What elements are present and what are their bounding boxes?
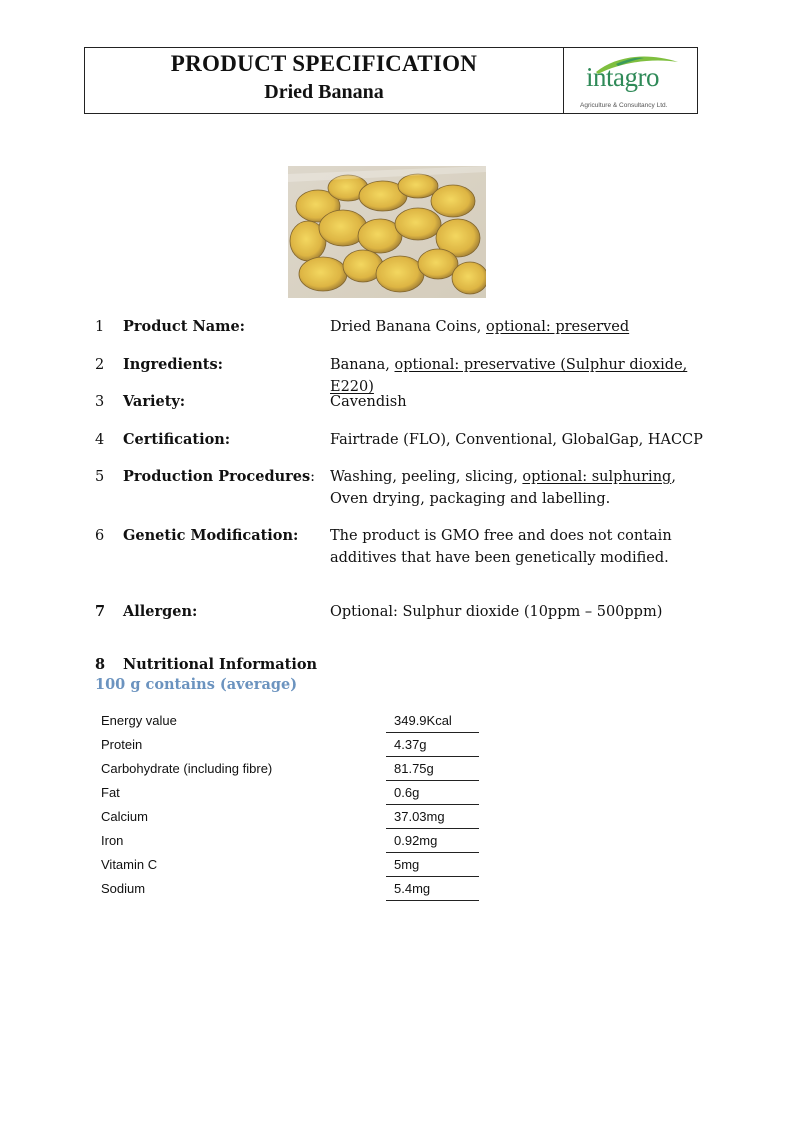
product-photo: [288, 166, 486, 298]
spec-value: Fairtrade (FLO), Conventional, GlobalGap, HACCP: [330, 432, 703, 448]
logo-wordmark: intagro: [586, 62, 659, 92]
spec-label: Variety:: [123, 393, 186, 410]
spec-value-underlined: optional: preservative (Sulphur dioxide, E220): [330, 357, 688, 395]
spec-value: Cavendish: [330, 394, 407, 410]
nutrient-value: 0.92mg: [394, 833, 438, 848]
nutrient-value-cell: [386, 709, 479, 733]
nutrient-name: Vitamin C: [101, 857, 158, 872]
spec-number: 4: [95, 432, 105, 448]
nutrient-value-cell: [386, 853, 479, 877]
nutrient-name: Iron: [101, 833, 124, 848]
spec-number: 8: [95, 656, 106, 673]
spec-row-genetic-modification: [95, 525, 735, 571]
nutrient-value-cell: [386, 757, 479, 781]
spec-number: 5: [95, 469, 105, 485]
spec-label: Certification:: [123, 431, 231, 448]
nutrient-value: 81.75g: [394, 761, 434, 776]
spec-label: Ingredients:: [123, 356, 223, 373]
spec-value: [330, 525, 730, 569]
nutrient-name: Carbohydrate (including fibre): [101, 761, 273, 776]
nutrient-name: Fat: [101, 785, 120, 800]
nutrition-heading: 100 g contains (average): [95, 676, 298, 693]
nutrient-value: 4.37g: [394, 737, 427, 752]
spec-value-text: Dried Banana Coins,: [330, 319, 487, 335]
spec-value-text: Washing, peeling, slicing,: [330, 469, 523, 485]
nutrient-value: 5.4mg: [394, 881, 431, 896]
spec-label: Allergen:: [123, 603, 198, 620]
spec-row-production-procedures: [95, 466, 735, 512]
nutrient-name: Protein: [101, 737, 143, 752]
spec-value-text: ,: [671, 469, 676, 485]
nutrient-value: 37.03mg: [394, 809, 445, 824]
company-logo: [564, 48, 697, 113]
nutrient-name: Calcium: [101, 809, 148, 824]
nutrient-value-cell: [386, 829, 479, 853]
spec-number: 1: [95, 319, 105, 335]
spec-label-text: Production Procedures: [123, 468, 311, 485]
nutrient-value-cell: [386, 733, 479, 757]
nutrient-name: Energy value: [101, 713, 177, 728]
spec-number: 2: [95, 357, 105, 373]
spec-value-underlined: optional: sulphuring: [522, 469, 672, 485]
spec-value-line1: The product is GMO free and does not contain: [330, 528, 672, 544]
spec-number: 3: [95, 394, 105, 410]
spec-value-text: Banana,: [330, 357, 395, 373]
spec-label: Nutritional Information: [123, 656, 318, 673]
spec-value-line2: additives that have been genetically modified.: [330, 550, 669, 566]
spec-label: Product Name:: [123, 318, 246, 335]
spec-number: 7: [95, 603, 106, 620]
spec-value-underlined: optional: preserved: [486, 319, 630, 335]
nutrient-value: 0.6g: [394, 785, 420, 800]
spec-value-line2: Oven drying, packaging and labelling.: [330, 491, 611, 507]
nutrient-value: 349.9Kcal: [394, 713, 452, 728]
spec-value: [330, 316, 730, 338]
nutrient-value-cell: [386, 877, 479, 901]
header-title-cell: [85, 48, 564, 113]
logo-tagline: Agriculture & Consultancy Ltd.: [580, 102, 668, 109]
nutrient-value: 5mg: [394, 857, 420, 872]
spec-label-colon: :: [310, 469, 316, 485]
spec-label: [123, 466, 315, 488]
spec-value: Optional: Sulphur dioxide (10ppm – 500ppm): [330, 604, 663, 620]
document-title: PRODUCT SPECIFICATION: [170, 51, 478, 76]
document-subtitle: Dried Banana: [264, 81, 384, 103]
spec-number: 6: [95, 528, 105, 544]
document-header: [84, 47, 698, 114]
nutrient-name: Sodium: [101, 881, 146, 896]
spec-label: Genetic Modification:: [123, 527, 299, 544]
nutrient-value-cell: [386, 805, 479, 829]
nutrient-value-cell: [386, 781, 479, 805]
spec-value: [330, 466, 730, 510]
